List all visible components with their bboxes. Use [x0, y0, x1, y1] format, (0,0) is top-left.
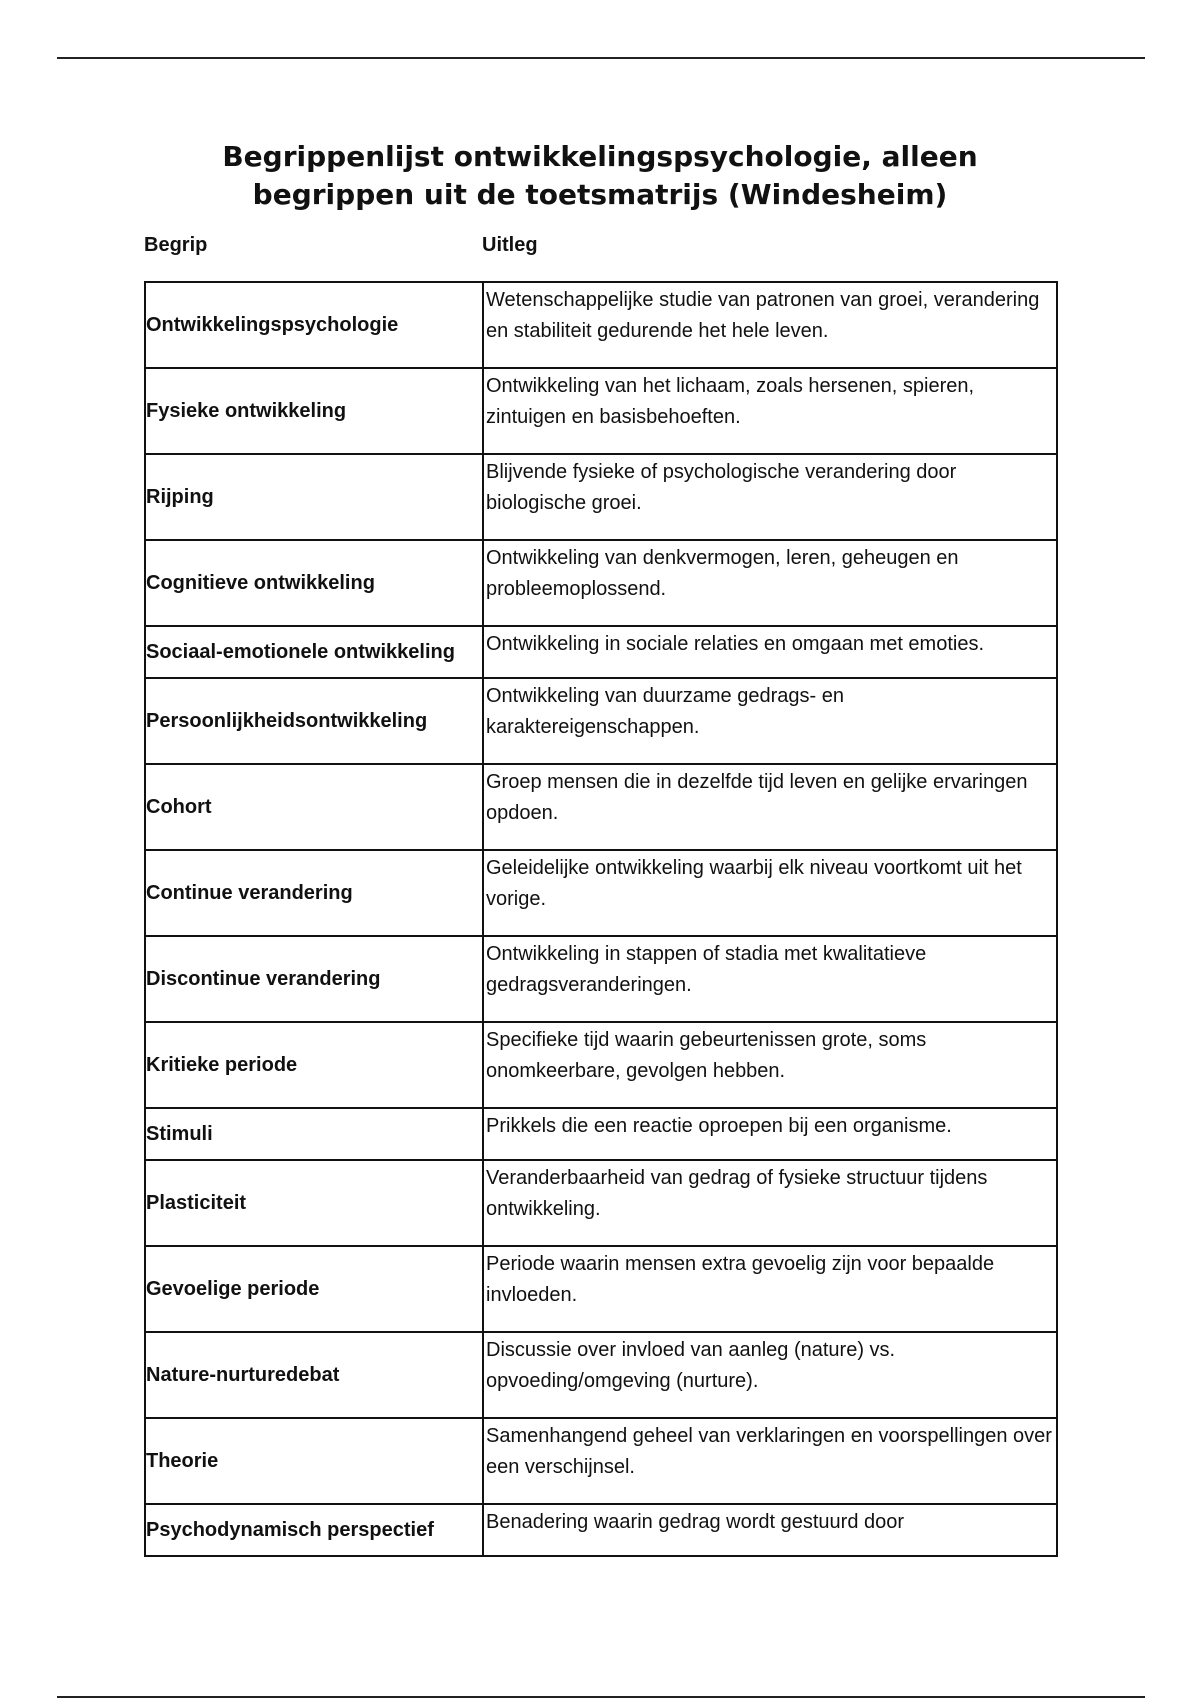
- table-row: [145, 1246, 1057, 1332]
- table-row: [145, 368, 1057, 454]
- term-cell: Gevoelige periode: [145, 1246, 483, 1332]
- explanation-cell: Discussie over invloed van aanleg (nature) vs. opvoeding/omgeving (nurture).: [483, 1332, 1057, 1418]
- bottom-divider: [57, 1696, 1145, 1698]
- term-cell: Nature-nurturedebat: [145, 1332, 483, 1418]
- term-cell: Kritieke periode: [145, 1022, 483, 1108]
- term-cell: Fysieke ontwikkeling: [145, 368, 483, 454]
- title-line-1: Begrippenlijst ontwikkelingspsychologie, alleen: [222, 140, 978, 173]
- explanation-cell: Veranderbaarheid van gedrag of fysieke structuur tijdens ontwikkeling.: [483, 1160, 1057, 1246]
- top-divider: [57, 57, 1145, 59]
- term-cell: Ontwikkelingspsychologie: [145, 282, 483, 368]
- term-cell: Theorie: [145, 1418, 483, 1504]
- terms-table: [144, 281, 1058, 1557]
- explanation-cell: Ontwikkeling van duurzame gedrags- en karaktereigenschappen.: [483, 678, 1057, 764]
- terms-table-body: [145, 282, 1057, 1556]
- column-header-explanation: Uitleg: [482, 234, 538, 256]
- explanation-cell: Periode waarin mensen extra gevoelig zijn voor bepaalde invloeden.: [483, 1246, 1057, 1332]
- explanation-cell: Ontwikkeling van denkvermogen, leren, geheugen en probleemoplossend.: [483, 540, 1057, 626]
- table-row: [145, 678, 1057, 764]
- table-row: [145, 936, 1057, 1022]
- table-row: [145, 282, 1057, 368]
- term-cell: Cohort: [145, 764, 483, 850]
- term-cell: Continue verandering: [145, 850, 483, 936]
- column-header-term: Begrip: [144, 234, 208, 256]
- term-cell: Rijping: [145, 454, 483, 540]
- table-row: [145, 626, 1057, 678]
- explanation-cell: Geleidelijke ontwikkeling waarbij elk niveau voortkomt uit het vorige.: [483, 850, 1057, 936]
- explanation-cell: Blijvende fysieke of psychologische verandering door biologische groei.: [483, 454, 1057, 540]
- term-cell: Stimuli: [145, 1108, 483, 1160]
- page-title: [150, 138, 1050, 214]
- explanation-cell: Ontwikkeling in stappen of stadia met kwalitatieve gedragsveranderingen.: [483, 936, 1057, 1022]
- term-cell: Sociaal-emotionele ontwikkeling: [145, 626, 483, 678]
- table-row: [145, 1504, 1057, 1556]
- table-row: [145, 1160, 1057, 1246]
- table-row: [145, 1332, 1057, 1418]
- term-cell: Psychodynamisch perspectief: [145, 1504, 483, 1556]
- explanation-cell: Benadering waarin gedrag wordt gestuurd door: [483, 1504, 1057, 1556]
- term-cell: Cognitieve ontwikkeling: [145, 540, 483, 626]
- table-row: [145, 850, 1057, 936]
- table-row: [145, 1022, 1057, 1108]
- table-row: [145, 1108, 1057, 1160]
- explanation-cell: Wetenschappelijke studie van patronen van groei, verandering en stabiliteit gedurende het hele leven.: [483, 282, 1057, 368]
- explanation-cell: Samenhangend geheel van verklaringen en voorspellingen over een verschijnsel.: [483, 1418, 1057, 1504]
- explanation-cell: Specifieke tijd waarin gebeurtenissen grote, soms onomkeerbare, gevolgen hebben.: [483, 1022, 1057, 1108]
- term-cell: Plasticiteit: [145, 1160, 483, 1246]
- column-headers: [144, 234, 1058, 260]
- title-line-2: begrippen uit de toetsmatrijs (Windesheim): [252, 178, 948, 211]
- explanation-cell: Ontwikkeling in sociale relaties en omgaan met emoties.: [483, 626, 1057, 678]
- term-cell: Persoonlijkheidsontwikkeling: [145, 678, 483, 764]
- explanation-cell: Ontwikkeling van het lichaam, zoals hersenen, spieren, zintuigen en basisbehoeften.: [483, 368, 1057, 454]
- table-row: [145, 764, 1057, 850]
- table-row: [145, 1418, 1057, 1504]
- explanation-cell: Prikkels die een reactie oproepen bij een organisme.: [483, 1108, 1057, 1160]
- term-cell: Discontinue verandering: [145, 936, 483, 1022]
- table-row: [145, 454, 1057, 540]
- table-row: [145, 540, 1057, 626]
- explanation-cell: Groep mensen die in dezelfde tijd leven en gelijke ervaringen opdoen.: [483, 764, 1057, 850]
